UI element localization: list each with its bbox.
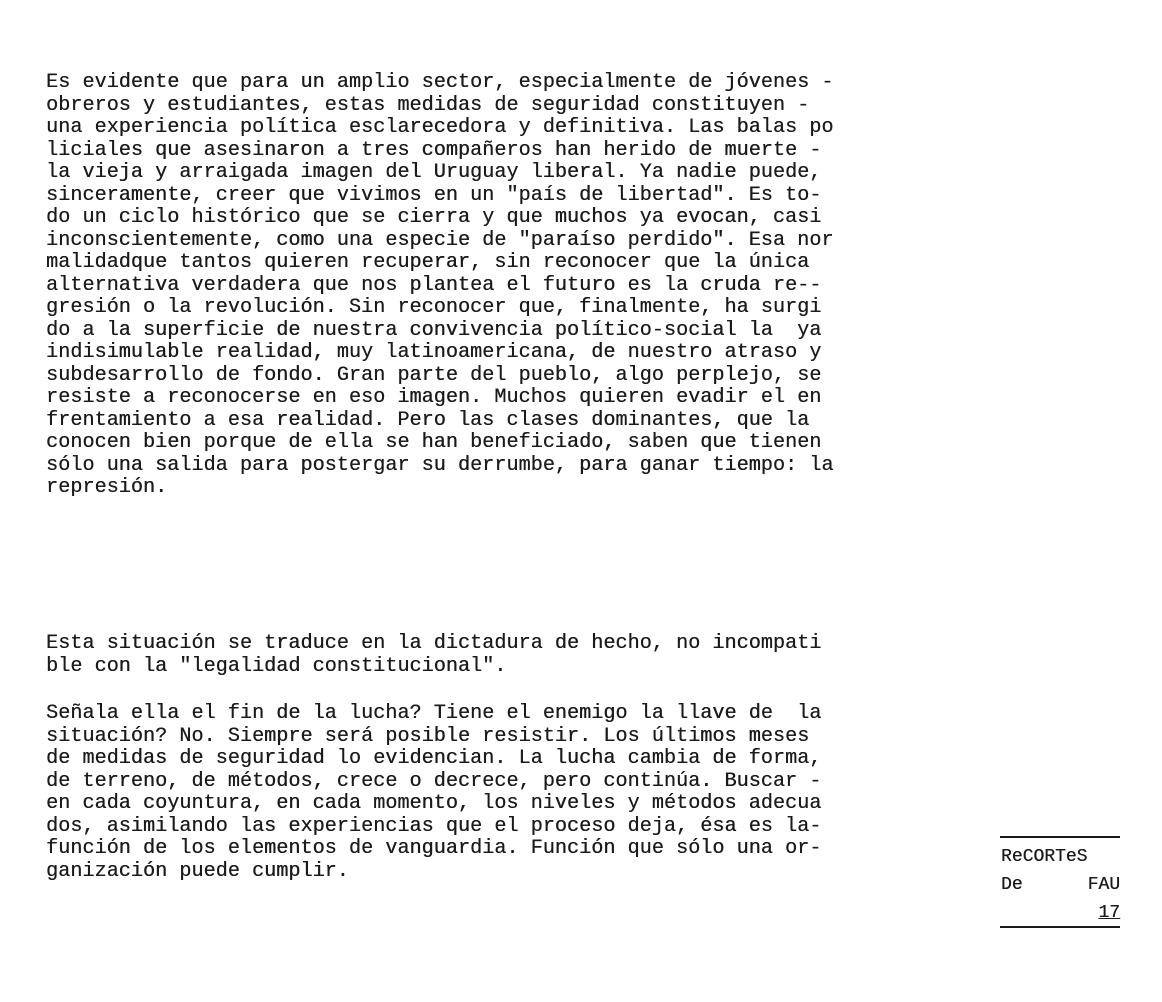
reference-title: ReCORTeS	[1001, 847, 1088, 867]
page-number: 17	[1098, 903, 1120, 923]
paragraph-1: Es evidente que para un amplio sector, especialmente de jóvenes - obreros y estudiantes, estas medidas de seguridad constituyen - una experiencia política esclarecedora y definitiva. Las balas po liciales que asesinaron a tres compañeros han herido de muerte - la vieja y arraigada imagen del Uruguay liberal. Ya nadie puede, sinceramente, creer que vivimos en un "país de libertad". Es to- do un ciclo histórico que se cierra y que muchos ya evocan, casi inconscientemente, como una especie de "paraíso perdido". Esa nor malidadque tantos quieren recuperar, sin reconocer que la única alternativa verdadera que nos plantea el futuro es la cruda re-- gresión o la revolución. Sin reconocer que, finalmente, ha surgi do a la superficie de nuestra convivencia político-social la ya indisimulable realidad, muy latinoamericana, de nuestro atraso y subdesarrollo de fondo. Gran parte del pueblo, algo perplejo, se resiste a reconocerse en eso imagen. Muchos quieren evadir el en frentamiento a esa realidad. Pero las clases dominantes, que la conocen bien porque de ella se han beneficiado, saben que tienen sólo una salida para postergar su derrumbe, para ganar tiempo: la represión.	[46, 71, 834, 499]
reference-top-rule	[1000, 836, 1120, 838]
paragraph-3: Señala ella el fin de la lucha? Tiene el enemigo la llave de la situación? No. Siempre será posible resistir. Los últimos meses de medidas de seguridad lo evidencian. La lucha cambia de forma, de terreno, de métodos, crece o decrece, pero continúa. Buscar - en cada coyuntura, en cada momento, los niveles y métodos adecua dos, asimilando las experiencias que el proceso deja, ésa es la- función de los elementos de vanguardia. Función que sólo una or- ganización puede cumplir.	[46, 702, 822, 883]
reference-box	[1000, 836, 1122, 931]
paragraph-2: Esta situación se traduce en la dictadura de hecho, no incompati ble con la "legalidad constitucional".	[46, 632, 822, 678]
reference-bottom-rule	[1000, 926, 1120, 928]
reference-source: FAU	[1087, 875, 1120, 895]
reference-de: De	[1001, 875, 1023, 895]
